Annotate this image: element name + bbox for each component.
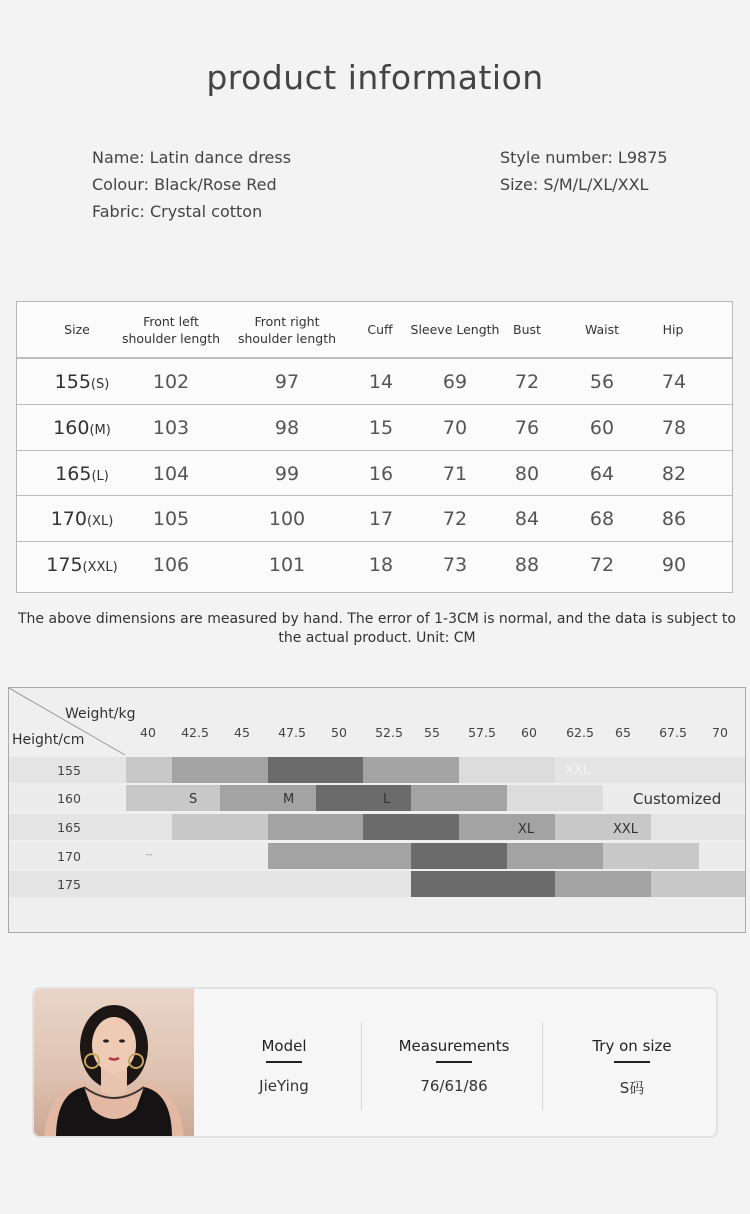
model-portrait bbox=[34, 989, 194, 1138]
table-cell: 60 bbox=[589, 416, 615, 439]
header-bust: Bust bbox=[513, 322, 541, 337]
table-cell: 105 bbox=[152, 507, 190, 530]
weight-tick-label: 47.5 bbox=[278, 725, 306, 740]
size-table bbox=[16, 301, 733, 593]
table-cell: 73 bbox=[442, 553, 468, 576]
model-name-column bbox=[224, 989, 344, 1138]
model-photo bbox=[34, 989, 194, 1138]
size-band bbox=[507, 843, 603, 869]
table-cell: 84 bbox=[514, 507, 540, 530]
header-size: Size bbox=[64, 322, 90, 337]
header-cuff: Cuff bbox=[367, 322, 393, 337]
size-cell bbox=[37, 417, 127, 439]
style-number: Style number: L9875 bbox=[500, 148, 668, 167]
table-cell: 14 bbox=[368, 370, 394, 393]
size-band bbox=[126, 785, 172, 811]
table-cell: 18 bbox=[368, 553, 394, 576]
height-axis-label: Height/cm bbox=[12, 732, 85, 748]
size-cell bbox=[37, 554, 127, 576]
size-band bbox=[268, 757, 363, 783]
header-sleeve-length: Sleeve Length bbox=[410, 322, 500, 337]
model-heading: Model bbox=[261, 1037, 307, 1055]
size-cell bbox=[37, 371, 127, 393]
size-band bbox=[220, 785, 316, 811]
weight-tick-label: 50 bbox=[331, 725, 347, 740]
size-code: (L) bbox=[91, 468, 109, 484]
product-name: Name: Latin dance dress bbox=[92, 148, 292, 167]
table-row bbox=[17, 358, 732, 404]
weight-tick-label: 65 bbox=[615, 725, 631, 740]
weight-tick-label: 45 bbox=[234, 725, 250, 740]
heading-underline bbox=[436, 1061, 472, 1063]
weight-tick-label: 55 bbox=[424, 725, 440, 740]
model-card bbox=[32, 987, 718, 1138]
table-cell: 68 bbox=[589, 507, 615, 530]
table-cell: 90 bbox=[661, 553, 687, 576]
size-code: (S) bbox=[90, 376, 110, 392]
heading-underline bbox=[266, 1061, 302, 1063]
size-number: 165 bbox=[55, 462, 92, 485]
table-cell: 17 bbox=[368, 507, 394, 530]
table-row bbox=[17, 541, 732, 587]
size-band bbox=[268, 843, 411, 869]
measurement-note: The above dimensions are measured by hand. The error of 1-3CM is normal, and the data is subject to the actual product. Unit: CM bbox=[18, 611, 736, 646]
table-cell: 86 bbox=[661, 507, 687, 530]
table-cell: 80 bbox=[514, 462, 540, 485]
table-cell: 72 bbox=[514, 370, 540, 393]
measurements-heading: Measurements bbox=[398, 1037, 510, 1055]
height-tick-label: 165 bbox=[57, 820, 81, 835]
table-cell: 64 bbox=[589, 462, 615, 485]
weight-tick-label: 70 bbox=[712, 725, 728, 740]
header-front-right bbox=[227, 313, 347, 347]
card-divider bbox=[361, 1022, 362, 1110]
header-front-left bbox=[111, 313, 231, 347]
try-on-size-column bbox=[554, 989, 710, 1138]
table-row bbox=[17, 450, 732, 496]
table-cell: 74 bbox=[661, 370, 687, 393]
height-tick-label: 175 bbox=[57, 877, 81, 892]
size-table-header bbox=[17, 302, 732, 358]
table-cell: 76 bbox=[514, 416, 540, 439]
measurements-value: 76/61/86 bbox=[420, 1077, 488, 1095]
table-cell: 69 bbox=[442, 370, 468, 393]
customized-label: Customized bbox=[633, 790, 722, 808]
size-band bbox=[172, 757, 268, 783]
table-cell: 104 bbox=[152, 462, 190, 485]
size-band bbox=[363, 757, 459, 783]
size-band bbox=[126, 757, 172, 783]
header-front-right-line2: shoulder length bbox=[237, 330, 337, 346]
size-band-label-m: M bbox=[283, 792, 295, 807]
size-band-label-xxl: XXL bbox=[613, 822, 639, 837]
table-cell: 78 bbox=[661, 416, 687, 439]
height-tick-label: 160 bbox=[57, 791, 81, 806]
size-cell bbox=[37, 463, 127, 485]
header-waist: Waist bbox=[584, 322, 620, 337]
size-band bbox=[316, 785, 411, 811]
size-number: 160 bbox=[53, 416, 90, 439]
size-band bbox=[268, 814, 363, 840]
table-cell: 72 bbox=[442, 507, 468, 530]
table-cell: 106 bbox=[152, 553, 190, 576]
header-front-left-line1: Front left bbox=[143, 313, 199, 329]
height-tick-label: 155 bbox=[57, 763, 81, 778]
try-on-size-heading: Try on size bbox=[592, 1037, 672, 1055]
size-code: (XL) bbox=[86, 513, 114, 529]
table-cell: 88 bbox=[514, 553, 540, 576]
try-on-size-value: S码 bbox=[619, 1079, 645, 1097]
size-band bbox=[411, 871, 555, 897]
size-band bbox=[172, 814, 268, 840]
size-band-label-s: S bbox=[189, 792, 198, 807]
table-cell: 82 bbox=[661, 462, 687, 485]
size-band bbox=[459, 814, 555, 840]
table-cell: 15 bbox=[368, 416, 394, 439]
table-cell: 72 bbox=[589, 553, 615, 576]
weight-height-chart bbox=[8, 687, 746, 933]
table-cell: 16 bbox=[368, 462, 394, 485]
table-row bbox=[17, 404, 732, 450]
size-list: Size: S/M/L/XL/XXL bbox=[500, 175, 649, 194]
table-cell: 100 bbox=[268, 507, 306, 530]
size-band-label-l: L bbox=[383, 792, 391, 807]
header-front-right-line1: Front right bbox=[254, 313, 320, 329]
page-title: product information bbox=[206, 58, 544, 97]
size-band-label-xxl-faint: XXL bbox=[565, 763, 591, 778]
size-code: (M) bbox=[89, 422, 111, 438]
size-number: 175 bbox=[46, 553, 83, 576]
header-front-left-line2: shoulder length bbox=[121, 330, 221, 346]
weight-tick-label: 40 bbox=[140, 725, 156, 740]
size-number: 155 bbox=[54, 370, 91, 393]
size-cell bbox=[37, 508, 127, 530]
model-name: JieYing bbox=[259, 1077, 309, 1095]
product-fabric: Fabric: Crystal cotton bbox=[92, 202, 263, 221]
heading-underline bbox=[614, 1061, 650, 1063]
table-cell: 71 bbox=[442, 462, 468, 485]
table-cell: 103 bbox=[152, 416, 190, 439]
table-cell: 99 bbox=[274, 462, 300, 485]
height-tick-label: 170 bbox=[57, 849, 81, 864]
weight-tick-label: 52.5 bbox=[375, 725, 403, 740]
weight-axis-label: Weight/kg bbox=[65, 706, 136, 722]
weight-tick-label: 57.5 bbox=[468, 725, 496, 740]
size-band bbox=[555, 871, 651, 897]
product-colour: Colour: Black/Rose Red bbox=[92, 175, 277, 194]
weight-tick-label: 42.5 bbox=[181, 725, 209, 740]
weight-tick-label: 60 bbox=[521, 725, 537, 740]
size-band-label-tick: -- bbox=[146, 850, 153, 860]
size-band bbox=[411, 843, 507, 869]
size-band bbox=[459, 757, 555, 783]
table-cell: 102 bbox=[152, 370, 190, 393]
table-row bbox=[17, 495, 732, 541]
size-band bbox=[411, 785, 507, 811]
size-number: 170 bbox=[50, 507, 87, 530]
size-band-label-xl: XL bbox=[518, 822, 535, 837]
table-cell: 97 bbox=[274, 370, 300, 393]
card-divider bbox=[542, 1022, 543, 1110]
product-info-left bbox=[92, 144, 291, 225]
header-hip: Hip bbox=[662, 322, 684, 337]
measurements-column bbox=[374, 989, 534, 1138]
size-band bbox=[603, 843, 699, 869]
table-cell: 56 bbox=[589, 370, 615, 393]
size-band bbox=[651, 871, 746, 897]
weight-tick-label: 67.5 bbox=[659, 725, 687, 740]
size-band bbox=[363, 814, 459, 840]
table-cell: 70 bbox=[442, 416, 468, 439]
size-code: (XXL) bbox=[82, 559, 118, 575]
table-cell: 101 bbox=[268, 553, 306, 576]
weight-tick-label: 62.5 bbox=[566, 725, 594, 740]
product-info-right bbox=[500, 144, 668, 198]
table-cell: 98 bbox=[274, 416, 300, 439]
size-band bbox=[507, 785, 603, 811]
